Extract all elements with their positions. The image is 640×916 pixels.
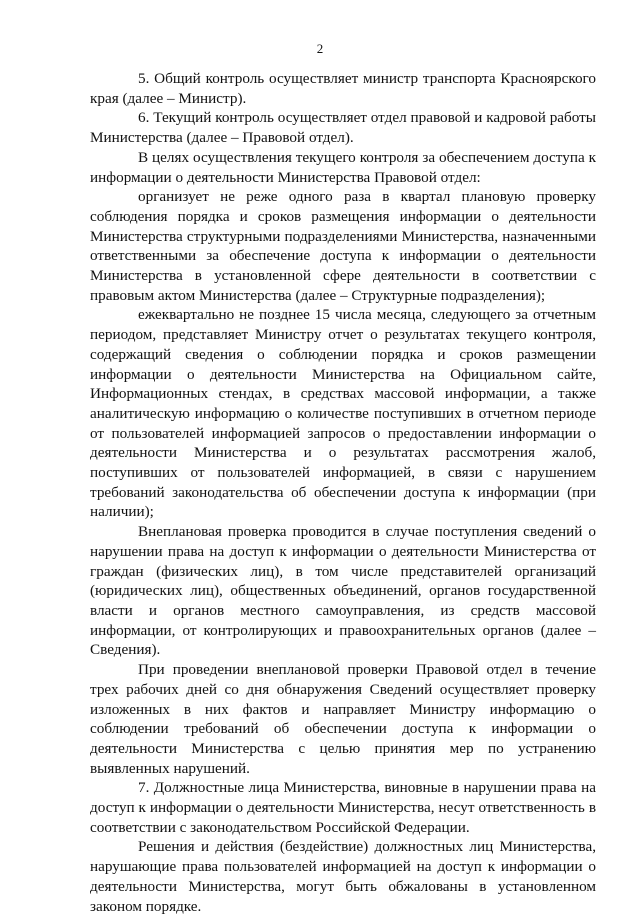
paragraph-appeal: Решения и действия (бездействие) должностных лиц Министерства, нарушающие права пользователей информацией на доступ к информации о деятельности Министерства, могут быть обжалованы в установленном законом порядке. [90, 838, 596, 915]
paragraph-quarterly-report: ежеквартально не позднее 15 числа месяца, следующего за отчетным периодом, представляет Министру отчет о результатах текущего контроля, содержащий сведения о соблюдении порядка и сроков размещении информации о деятельности Министерства на Официальном сайте, Информационных стендах, в средствах массовой информации, а также аналитическую информацию о количестве поступивших в отчетном периоде от пользователей информацией запросов о предоставлении информации о деятельности Министерства и о результатах рассмотрения жалоб, поступивших от пользователей информацией, в связи с нарушением требований законодательства об обеспечении доступа к информации (при наличии); [90, 306, 596, 521]
document-body [90, 69, 596, 916]
paragraph-unscheduled-inspection: Внеплановая проверка проводится в случае поступления сведений о нарушении права на доступ к информации о деятельности Министерства от граждан (физических лиц), в том числе представителей организаций (юридических лиц), общественных объединений, органов государственной власти и органов местного самоуправления, из средств массовой информации, от контролирующих и правоохранительных органов (далее – Сведения). [90, 523, 596, 659]
paragraph-legal-department-duties: В целях осуществления текущего контроля за обеспечением доступа к информации о деятельности Министерства Правовой отдел: [90, 148, 596, 186]
page-number: 2 [316, 41, 324, 56]
paragraph-general-control: 5. Общий контроль осуществляет министр транспорта Красноярского края (далее – Министр). [90, 70, 596, 107]
paragraph-planned-inspection: организует не реже одного раза в квартал плановую проверку соблюдения порядка и сроков размещения информации о деятельности Министерства структурными подразделениями Министерства, назначенными ответственными за обеспечение доступа к информации о деятельности Министерства в установленной сфере деятельности в соответствии с правовым актом Министерства (далее – Структурные подразделения); [90, 188, 596, 304]
paragraph-liability: 7. Должностные лица Министерства, виновные в нарушении права на доступ к информации о деятельности Министерства, несут ответственность в соответствии с законодательством Российской Федерации. [90, 779, 596, 836]
paragraph-inspection-procedure: При проведении внеплановой проверки Правовой отдел в течение трех рабочих дней со дня обнаружения Сведений осуществляет проверку изложенных в них фактов и направляет Министру информацию о соблюдении требований об обеспечении доступа к информации о деятельности Министерства с целью принятия мер по устранению выявленных нарушений. [90, 661, 596, 777]
paragraph-current-control: 6. Текущий контроль осуществляет отдел правовой и кадровой работы Министерства (далее – Правовой отдел). [90, 109, 596, 147]
